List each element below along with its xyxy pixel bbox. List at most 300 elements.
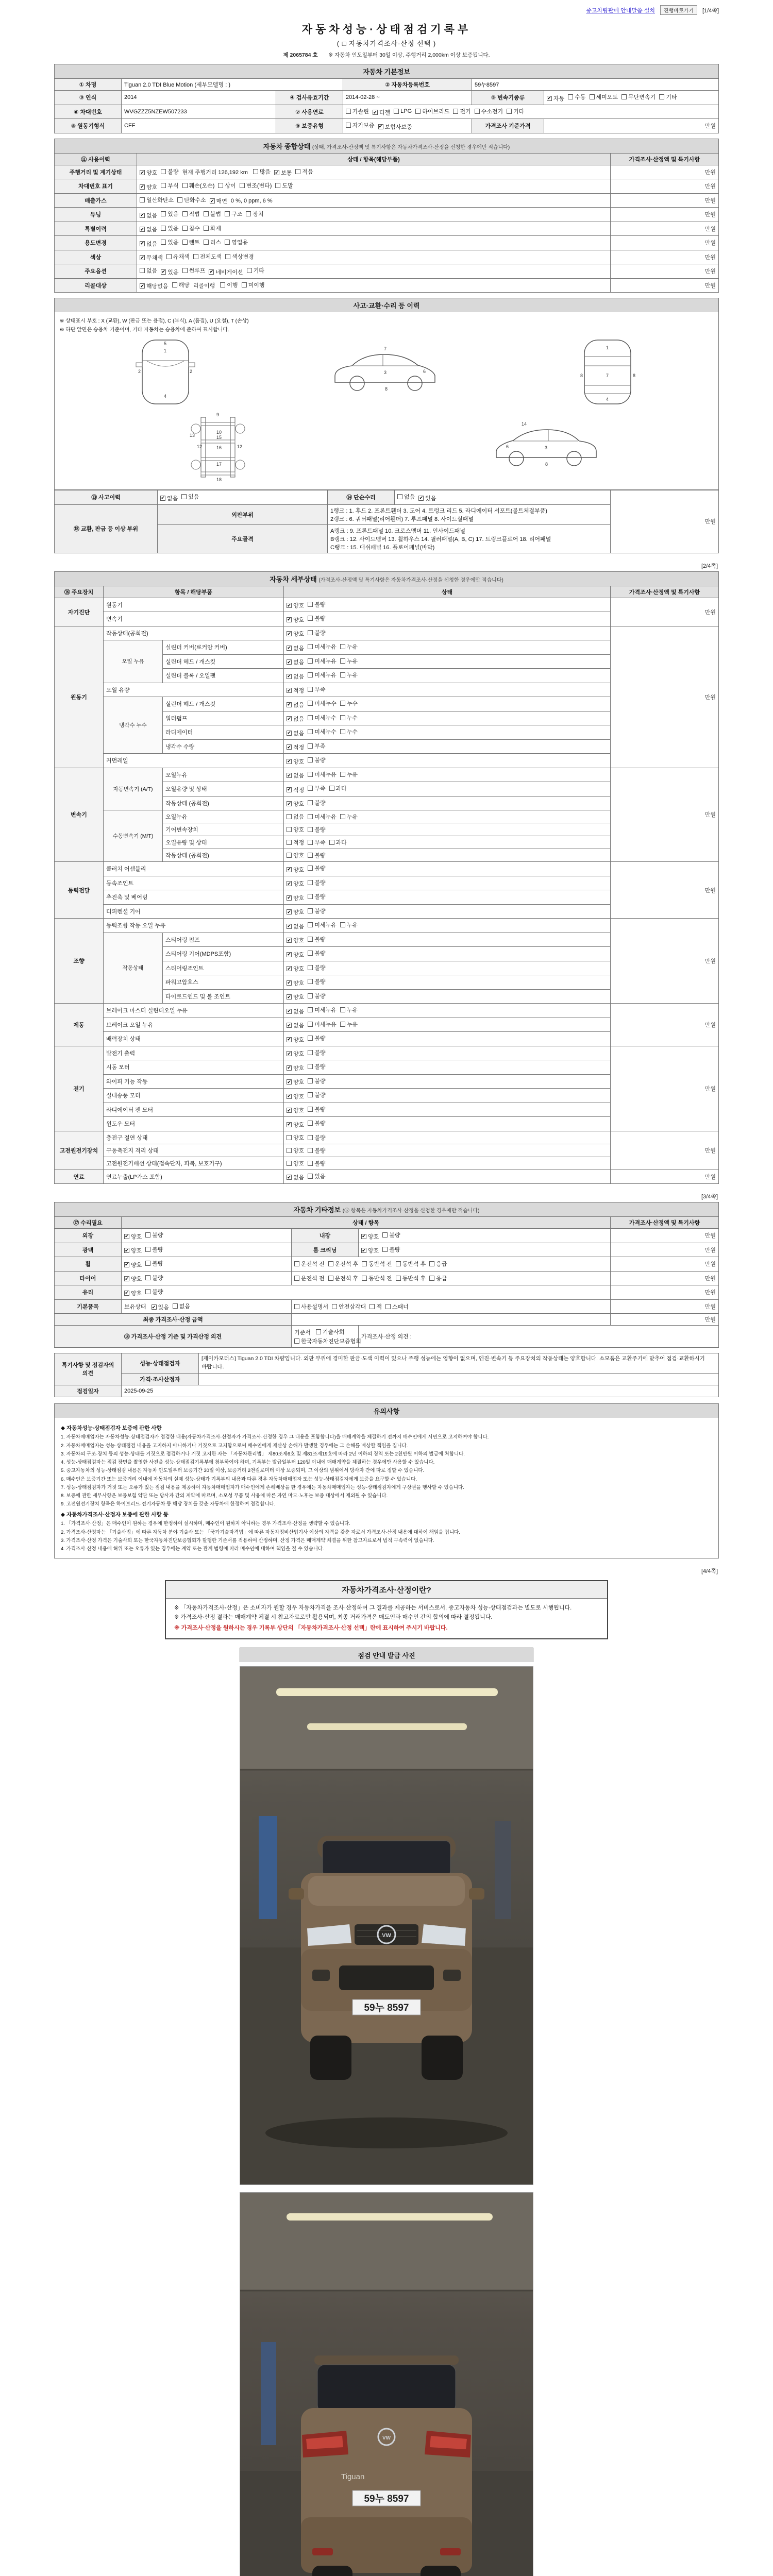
checkbox-option[interactable] (308, 742, 325, 750)
checkbox-option[interactable] (308, 727, 337, 736)
unchecked-box-icon[interactable] (308, 687, 313, 692)
checkbox-option[interactable] (124, 1232, 142, 1241)
checkbox-option[interactable] (287, 743, 304, 751)
checkbox-option[interactable] (340, 714, 358, 722)
checkbox-option[interactable] (204, 224, 221, 232)
checkbox-option[interactable] (308, 825, 325, 834)
unchecked-box-icon[interactable] (246, 211, 251, 216)
checkbox-option[interactable] (161, 268, 178, 276)
checkbox-option[interactable] (287, 1064, 304, 1072)
checked-box-icon[interactable]: ✔ (125, 1262, 129, 1267)
checkbox-option[interactable] (507, 107, 524, 115)
unchecked-box-icon[interactable] (145, 1275, 150, 1280)
unchecked-box-icon[interactable] (240, 183, 245, 188)
checkbox-option[interactable] (340, 812, 358, 821)
unchecked-box-icon[interactable] (340, 715, 345, 720)
checkbox-option[interactable] (382, 1231, 400, 1239)
unchecked-box-icon[interactable] (182, 268, 188, 273)
unchecked-box-icon[interactable] (204, 226, 209, 231)
checked-box-icon[interactable]: ✔ (378, 124, 383, 129)
unchecked-box-icon[interactable] (396, 1276, 401, 1281)
checkbox-option[interactable] (308, 1091, 325, 1099)
top-link[interactable]: 중고차량판매 안내말씀 설치 (586, 7, 655, 14)
unchecked-box-icon[interactable] (308, 993, 313, 998)
checked-box-icon[interactable]: ✔ (287, 758, 291, 764)
unchecked-box-icon[interactable] (340, 672, 345, 677)
checkbox-option[interactable] (218, 181, 236, 190)
unchecked-box-icon[interactable] (295, 169, 300, 174)
checked-box-icon[interactable]: ✔ (140, 241, 144, 246)
checkbox-option[interactable] (361, 1232, 379, 1241)
checkbox-option[interactable] (145, 1287, 163, 1296)
checkbox-option[interactable] (287, 964, 304, 973)
unchecked-box-icon[interactable] (308, 672, 313, 677)
checkbox-option[interactable] (140, 196, 174, 204)
checked-box-icon[interactable]: ✔ (125, 1233, 129, 1239)
checkbox-option[interactable] (418, 494, 436, 502)
checkbox-option[interactable] (287, 1121, 304, 1129)
unchecked-box-icon[interactable] (340, 772, 345, 777)
checked-box-icon[interactable]: ✔ (287, 631, 291, 636)
unchecked-box-icon[interactable] (340, 701, 345, 706)
checkbox-option[interactable] (287, 630, 304, 638)
checkbox-option[interactable] (193, 252, 222, 261)
checkbox-option[interactable] (140, 225, 157, 233)
checkbox-option[interactable] (287, 786, 304, 794)
checkbox-option[interactable] (145, 1274, 163, 1282)
unchecked-box-icon[interactable] (182, 183, 188, 188)
checkbox-option[interactable] (166, 252, 190, 261)
unchecked-box-icon[interactable] (145, 1247, 150, 1252)
unchecked-box-icon[interactable] (308, 772, 313, 777)
unchecked-box-icon[interactable] (308, 840, 313, 845)
checkbox-option[interactable] (287, 1106, 304, 1114)
checkbox-option[interactable] (294, 1337, 361, 1345)
checkbox-option[interactable] (287, 771, 304, 779)
checkbox-option[interactable] (308, 784, 325, 792)
checked-box-icon[interactable]: ✔ (140, 226, 144, 232)
checkbox-option[interactable] (308, 671, 337, 679)
checkbox-option[interactable] (308, 770, 337, 778)
checked-box-icon[interactable]: ✔ (287, 923, 291, 928)
unchecked-box-icon[interactable] (659, 94, 664, 99)
checked-box-icon[interactable]: ✔ (125, 1247, 129, 1253)
checkbox-option[interactable] (161, 181, 178, 190)
checkbox-option[interactable] (124, 1289, 142, 1297)
unchecked-box-icon[interactable] (308, 786, 313, 791)
checkbox-option[interactable] (152, 1303, 169, 1311)
checkbox-option[interactable] (145, 1245, 163, 1253)
checkbox-option[interactable] (287, 1007, 304, 1015)
checked-box-icon[interactable]: ✔ (140, 212, 144, 217)
checkbox-option[interactable] (182, 210, 200, 218)
checkbox-option[interactable] (177, 196, 206, 204)
unchecked-box-icon[interactable] (340, 1007, 345, 1012)
checked-box-icon[interactable]: ✔ (287, 1107, 291, 1113)
go-button[interactable]: 진행바로가기 (660, 5, 697, 15)
unchecked-box-icon[interactable] (475, 109, 480, 114)
checked-box-icon[interactable]: ✔ (287, 716, 291, 721)
checkbox-option[interactable] (274, 168, 292, 177)
unchecked-box-icon[interactable] (308, 644, 313, 649)
unchecked-box-icon[interactable] (429, 1261, 434, 1266)
checked-box-icon[interactable]: ✔ (419, 495, 424, 500)
checkbox-option[interactable] (287, 672, 304, 681)
checkbox-option[interactable] (294, 1302, 328, 1311)
checked-box-icon[interactable]: ✔ (287, 937, 291, 943)
unchecked-box-icon[interactable] (308, 715, 313, 720)
checkbox-option[interactable] (568, 93, 585, 101)
unchecked-box-icon[interactable] (568, 94, 573, 99)
checkbox-option[interactable] (287, 1036, 304, 1044)
checkbox-option[interactable] (308, 600, 325, 608)
unchecked-box-icon[interactable] (394, 109, 399, 114)
checkbox-option[interactable] (362, 1274, 392, 1282)
unchecked-box-icon[interactable] (308, 965, 313, 970)
unchecked-box-icon[interactable] (621, 94, 627, 99)
checked-box-icon[interactable]: ✔ (287, 1122, 291, 1127)
unchecked-box-icon[interactable] (385, 1304, 391, 1309)
unchecked-box-icon[interactable] (340, 729, 345, 734)
unchecked-box-icon[interactable] (346, 123, 351, 128)
checkbox-option[interactable] (160, 494, 178, 502)
unchecked-box-icon[interactable] (166, 254, 172, 259)
checked-box-icon[interactable]: ✔ (287, 673, 291, 679)
unchecked-box-icon[interactable] (308, 701, 313, 706)
checkbox-option[interactable] (287, 936, 304, 944)
unchecked-box-icon[interactable] (140, 197, 145, 202)
checked-box-icon[interactable]: ✔ (140, 255, 144, 260)
unchecked-box-icon[interactable] (332, 1304, 337, 1309)
unchecked-box-icon[interactable] (308, 866, 313, 871)
checked-box-icon[interactable]: ✔ (287, 1050, 291, 1056)
unchecked-box-icon[interactable] (161, 226, 166, 231)
unchecked-box-icon[interactable] (287, 1135, 292, 1140)
checkbox-option[interactable] (308, 1146, 325, 1155)
checkbox-option[interactable] (287, 644, 304, 652)
checkbox-option[interactable] (329, 838, 347, 846)
unchecked-box-icon[interactable] (308, 880, 313, 885)
checked-box-icon[interactable]: ✔ (287, 1174, 291, 1180)
checkbox-option[interactable] (308, 921, 337, 929)
unchecked-box-icon[interactable] (225, 240, 230, 245)
checked-box-icon[interactable]: ✔ (287, 772, 291, 778)
unchecked-box-icon[interactable] (329, 840, 334, 845)
checkbox-option[interactable] (396, 1260, 426, 1268)
checkbox-option[interactable] (378, 123, 412, 131)
unchecked-box-icon[interactable] (382, 1247, 388, 1252)
checkbox-option[interactable] (346, 107, 369, 115)
checkbox-option[interactable] (621, 93, 656, 101)
checkbox-option[interactable] (397, 493, 415, 501)
checkbox-option[interactable] (140, 211, 157, 219)
checkbox-option[interactable] (287, 601, 304, 609)
checked-box-icon[interactable]: ✔ (287, 787, 291, 792)
unchecked-box-icon[interactable] (247, 268, 252, 273)
checkbox-option[interactable] (140, 253, 163, 262)
checkbox-option[interactable] (385, 1302, 409, 1311)
unchecked-box-icon[interactable] (161, 183, 166, 188)
unchecked-box-icon[interactable] (204, 240, 209, 245)
checkbox-option[interactable] (346, 121, 375, 129)
checkbox-option[interactable] (340, 642, 358, 651)
checkbox-option[interactable] (287, 1049, 304, 1058)
unchecked-box-icon[interactable] (145, 1261, 150, 1266)
unchecked-box-icon[interactable] (382, 1232, 388, 1238)
unchecked-box-icon[interactable] (193, 254, 198, 259)
checkbox-option[interactable] (287, 825, 304, 834)
checkbox-option[interactable] (240, 181, 272, 190)
checkbox-option[interactable] (225, 238, 248, 246)
unchecked-box-icon[interactable] (369, 1304, 375, 1309)
checkbox-option[interactable] (287, 1133, 304, 1142)
checked-box-icon[interactable]: ✔ (287, 744, 291, 750)
checkbox-option[interactable] (429, 1260, 447, 1268)
checked-box-icon[interactable]: ✔ (287, 1037, 291, 1042)
unchecked-box-icon[interactable] (340, 814, 345, 819)
unchecked-box-icon[interactable] (308, 1007, 313, 1012)
unchecked-box-icon[interactable] (294, 1338, 299, 1344)
checked-box-icon[interactable]: ✔ (287, 965, 291, 971)
unchecked-box-icon[interactable] (182, 211, 188, 216)
checkbox-option[interactable] (182, 224, 200, 232)
checkbox-option[interactable] (161, 167, 178, 176)
checkbox-option[interactable] (247, 266, 264, 275)
checkbox-option[interactable] (287, 812, 304, 821)
checkbox-option[interactable] (287, 1173, 304, 1181)
checkbox-option[interactable] (369, 1302, 382, 1311)
unchecked-box-icon[interactable] (316, 1329, 321, 1334)
checkbox-option[interactable] (210, 197, 227, 205)
checkbox-option[interactable] (287, 879, 304, 888)
checked-box-icon[interactable]: ✔ (287, 702, 291, 707)
checkbox-option[interactable] (287, 951, 304, 959)
checkbox-option[interactable] (209, 268, 243, 276)
checkbox-option[interactable] (394, 108, 412, 114)
unchecked-box-icon[interactable] (308, 1064, 313, 1069)
unchecked-box-icon[interactable] (145, 1289, 150, 1294)
checkbox-option[interactable] (361, 1246, 379, 1255)
checkbox-option[interactable] (172, 281, 190, 289)
unchecked-box-icon[interactable] (362, 1276, 367, 1281)
unchecked-box-icon[interactable] (172, 282, 177, 287)
checkbox-option[interactable] (294, 1274, 325, 1282)
unchecked-box-icon[interactable] (590, 94, 595, 99)
unchecked-box-icon[interactable] (287, 827, 292, 832)
unchecked-box-icon[interactable] (453, 109, 458, 114)
checked-box-icon[interactable]: ✔ (140, 283, 144, 289)
unchecked-box-icon[interactable] (253, 169, 258, 174)
checkbox-option[interactable] (225, 210, 242, 218)
checked-box-icon[interactable]: ✔ (287, 1065, 291, 1070)
unchecked-box-icon[interactable] (329, 786, 334, 791)
checkbox-option[interactable] (124, 1246, 142, 1255)
checked-box-icon[interactable]: ✔ (287, 909, 291, 914)
checkbox-option[interactable] (308, 864, 325, 872)
checkbox-option[interactable] (287, 757, 304, 766)
checkbox-option[interactable] (659, 93, 677, 101)
unchecked-box-icon[interactable] (287, 814, 292, 819)
checked-box-icon[interactable]: ✔ (287, 1008, 291, 1013)
unchecked-box-icon[interactable] (328, 1261, 333, 1266)
checkbox-option[interactable] (429, 1274, 447, 1282)
unchecked-box-icon[interactable] (294, 1304, 299, 1309)
checkbox-option[interactable] (328, 1274, 359, 1282)
checkbox-option[interactable] (182, 238, 200, 246)
unchecked-box-icon[interactable] (308, 729, 313, 734)
unchecked-box-icon[interactable] (308, 814, 313, 819)
checked-box-icon[interactable]: ✔ (287, 730, 291, 735)
checkbox-option[interactable] (287, 1078, 304, 1086)
checkbox-option[interactable] (316, 1328, 345, 1336)
checkbox-option[interactable] (308, 1006, 337, 1014)
checkbox-option[interactable] (373, 108, 390, 116)
unchecked-box-icon[interactable] (308, 1135, 313, 1140)
unchecked-box-icon[interactable] (220, 282, 225, 287)
checkbox-option[interactable] (308, 1048, 325, 1057)
checkbox-option[interactable] (308, 1119, 325, 1127)
unchecked-box-icon[interactable] (308, 1092, 313, 1097)
checkbox-option[interactable] (173, 1302, 190, 1310)
unchecked-box-icon[interactable] (294, 1276, 299, 1281)
checkbox-option[interactable] (340, 699, 358, 707)
checkbox-option[interactable] (287, 729, 304, 737)
unchecked-box-icon[interactable] (346, 109, 351, 114)
unchecked-box-icon[interactable] (308, 1161, 313, 1166)
checkbox-option[interactable] (287, 686, 304, 694)
unchecked-box-icon[interactable] (308, 1022, 313, 1027)
checkbox-option[interactable] (287, 800, 304, 808)
checked-box-icon[interactable]: ✔ (287, 994, 291, 999)
checked-box-icon[interactable]: ✔ (287, 687, 291, 693)
unchecked-box-icon[interactable] (287, 853, 292, 858)
checkbox-option[interactable] (287, 908, 304, 916)
checked-box-icon[interactable]: ✔ (287, 880, 291, 886)
checked-box-icon[interactable]: ✔ (140, 170, 144, 175)
checkbox-option[interactable] (140, 240, 157, 248)
unchecked-box-icon[interactable] (173, 1303, 178, 1309)
unchecked-box-icon[interactable] (328, 1276, 333, 1281)
checkbox-option[interactable] (308, 1133, 325, 1142)
unchecked-box-icon[interactable] (204, 211, 209, 216)
checkbox-option[interactable] (308, 935, 325, 943)
checkbox-option[interactable] (124, 1261, 142, 1269)
checkbox-option[interactable] (308, 892, 325, 901)
checkbox-option[interactable] (328, 1260, 359, 1268)
unchecked-box-icon[interactable] (218, 183, 223, 188)
unchecked-box-icon[interactable] (308, 616, 313, 621)
checked-box-icon[interactable]: ✔ (287, 980, 291, 985)
unchecked-box-icon[interactable] (415, 109, 421, 114)
checkbox-option[interactable] (140, 282, 169, 290)
checked-box-icon[interactable]: ✔ (287, 645, 291, 650)
unchecked-box-icon[interactable] (340, 922, 345, 927)
checkbox-option[interactable] (220, 281, 238, 289)
checkbox-option[interactable] (181, 493, 199, 501)
checked-box-icon[interactable]: ✔ (362, 1233, 366, 1239)
unchecked-box-icon[interactable] (287, 840, 292, 845)
checked-box-icon[interactable]: ✔ (125, 1276, 129, 1281)
unchecked-box-icon[interactable] (308, 1148, 313, 1153)
checkbox-option[interactable] (287, 715, 304, 723)
unchecked-box-icon[interactable] (308, 922, 313, 927)
checkbox-option[interactable] (287, 894, 304, 902)
checkbox-option[interactable] (308, 756, 325, 764)
checked-box-icon[interactable]: ✔ (125, 1290, 129, 1295)
checkbox-option[interactable] (308, 1159, 325, 1167)
checked-box-icon[interactable]: ✔ (547, 95, 551, 100)
checked-box-icon[interactable]: ✔ (275, 170, 279, 175)
checkbox-option[interactable] (308, 949, 325, 957)
checkbox-option[interactable] (547, 94, 564, 103)
unchecked-box-icon[interactable] (308, 658, 313, 664)
unchecked-box-icon[interactable] (275, 183, 280, 188)
checkbox-option[interactable] (308, 642, 337, 651)
checked-box-icon[interactable]: ✔ (287, 895, 291, 900)
unchecked-box-icon[interactable] (308, 1107, 313, 1112)
checkbox-option[interactable] (308, 963, 325, 972)
unchecked-box-icon[interactable] (161, 211, 166, 216)
checked-box-icon[interactable]: ✔ (362, 1247, 366, 1253)
checkbox-option[interactable] (287, 1021, 304, 1029)
checked-box-icon[interactable]: ✔ (161, 269, 166, 274)
checkbox-option[interactable] (145, 1231, 163, 1239)
unchecked-box-icon[interactable] (140, 268, 145, 273)
unchecked-box-icon[interactable] (308, 800, 313, 805)
checkbox-option[interactable] (287, 838, 304, 846)
checkbox-option[interactable] (287, 979, 304, 987)
checkbox-option[interactable] (161, 238, 178, 246)
unchecked-box-icon[interactable] (161, 240, 166, 245)
checkbox-option[interactable] (308, 614, 325, 622)
checked-box-icon[interactable]: ✔ (287, 952, 291, 957)
unchecked-box-icon[interactable] (507, 109, 512, 114)
unchecked-box-icon[interactable] (308, 1036, 313, 1041)
checked-box-icon[interactable]: ✔ (287, 602, 291, 608)
checkbox-option[interactable] (287, 616, 304, 624)
checkbox-option[interactable] (396, 1274, 426, 1282)
unchecked-box-icon[interactable] (308, 1174, 313, 1179)
checkbox-option[interactable] (308, 1077, 325, 1085)
checkbox-option[interactable] (287, 851, 304, 859)
checkbox-option[interactable] (308, 977, 325, 986)
unchecked-box-icon[interactable] (397, 494, 402, 499)
unchecked-box-icon[interactable] (308, 908, 313, 913)
unchecked-box-icon[interactable] (340, 658, 345, 664)
checkbox-option[interactable] (287, 866, 304, 874)
checkbox-option[interactable] (340, 671, 358, 679)
checkbox-option[interactable] (308, 1020, 337, 1028)
checkbox-option[interactable] (308, 1062, 325, 1071)
checkbox-option[interactable] (308, 907, 325, 915)
checkbox-option[interactable] (308, 1034, 325, 1042)
checkbox-option[interactable] (340, 1020, 358, 1028)
final-price-value[interactable] (292, 1314, 611, 1326)
unchecked-box-icon[interactable] (308, 951, 313, 956)
checkbox-option[interactable] (308, 657, 337, 665)
checkbox-option[interactable] (287, 1146, 304, 1155)
unchecked-box-icon[interactable] (177, 197, 182, 202)
checked-box-icon[interactable]: ✔ (152, 1304, 156, 1310)
unchecked-box-icon[interactable] (308, 937, 313, 942)
checkbox-option[interactable] (332, 1302, 366, 1311)
checkbox-option[interactable] (182, 181, 215, 190)
unchecked-box-icon[interactable] (181, 494, 187, 499)
checkbox-option[interactable] (308, 838, 325, 846)
checkbox-option[interactable] (453, 107, 470, 115)
unchecked-box-icon[interactable] (225, 211, 230, 216)
checkbox-option[interactable] (287, 658, 304, 666)
